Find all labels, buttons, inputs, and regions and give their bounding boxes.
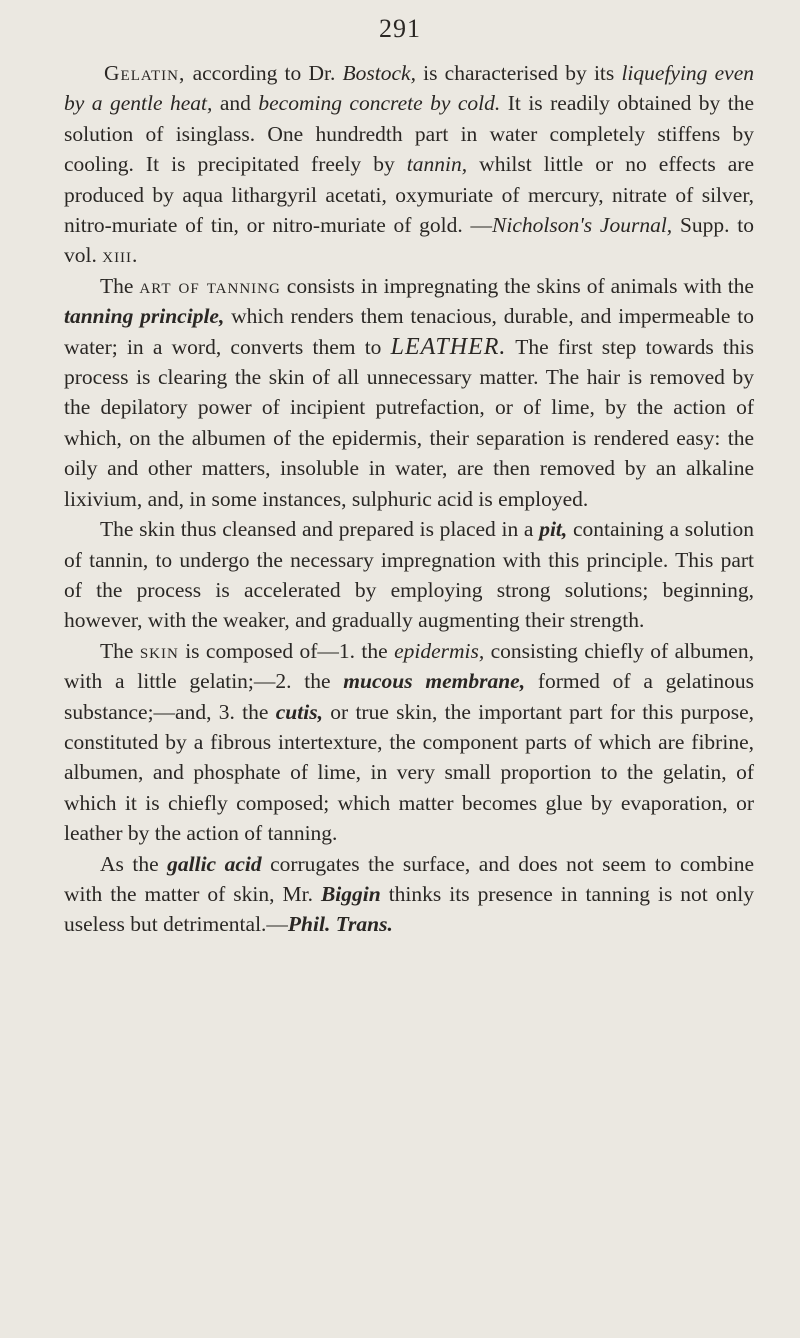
- citation-journal: Nicholson's Journal,: [492, 213, 673, 238]
- term-skin: skin: [139, 638, 179, 663]
- citation-phil-trans: Phil. Trans.: [287, 912, 393, 937]
- page-number: 291: [379, 14, 421, 43]
- paragraph-gelatin: Gelatin, according to Dr. Bostock, is characterised by its liquefying even by a gentle heat, and becoming concrete by cold. It is readily obtained by the solution of isinglass. One hundredth part in water completely stiffens by cooling. It is precipitated freely by tannin, whilst little or no effects are produced by aqua lithargyril acetati, oxymuriate of mercury, nitrate of silver, nitro-muriate of tin, or nitro-muriate of gold. —Nicholson's Journal, Supp. to vol. xiii.: [64, 61, 755, 268]
- name-bostock: Bostock,: [342, 61, 416, 85]
- paragraph-tanning: The art of tanning consists in impregnating the skins of animals with the tanning principle, which renders them tenacious, durable, and impermeable to water; in a word, converts them to LEATHER. The first step towards this process is clearing the skin of all unnecessary matter. The hair is removed by the depilatory power of incipient putrefaction, or of lime, by the action of which, on the albumen of the epidermis, their separation is rendered easy: the oily and other matters, insoluble in water, are then removed by an alkaline lixivium, and, in some instances, sulphuric acid is employed.: [64, 273, 754, 511]
- paragraph-gallic-acid: As the gallic acid corrugates the surface, and does not seem to combine with the matter of skin, Mr. Biggin thinks its presence in tanning is not only useless but detrimental.—Phil. Trans.: [64, 851, 754, 937]
- paragraph-skin: The skin is composed of—1. the epidermis, consisting chiefly of albumen, with a little gelatin;—2. the mucous membrane, formed of a gelatinous substance;—and, 3. the cutis, or true skin, the important part for this purpose, constituted by a fibrous intertexture, the component parts of which are fibrine, albumen, and phosphate of lime, in very small proportion to the gelatin, of which it is chiefly composed; which matter becomes glue by evaporation, or leather by the action of tanning.: [64, 638, 754, 846]
- paragraph-pit: The skin thus cleansed and prepared is placed in a pit, containing a solution of tannin, to undergo the necessary impregnation with this principle. This part of the process is accelerated by employing strong solutions; beginning, however, with the weaker, and gradually augmenting their strength.: [64, 517, 754, 633]
- term-leather: LEATHER.: [390, 333, 507, 360]
- term-art-of-tanning: art of tanning: [139, 273, 281, 298]
- body-text: [64, 58, 754, 940]
- name-biggin: Biggin: [320, 881, 381, 906]
- lead-word: Gelatin,: [104, 61, 186, 85]
